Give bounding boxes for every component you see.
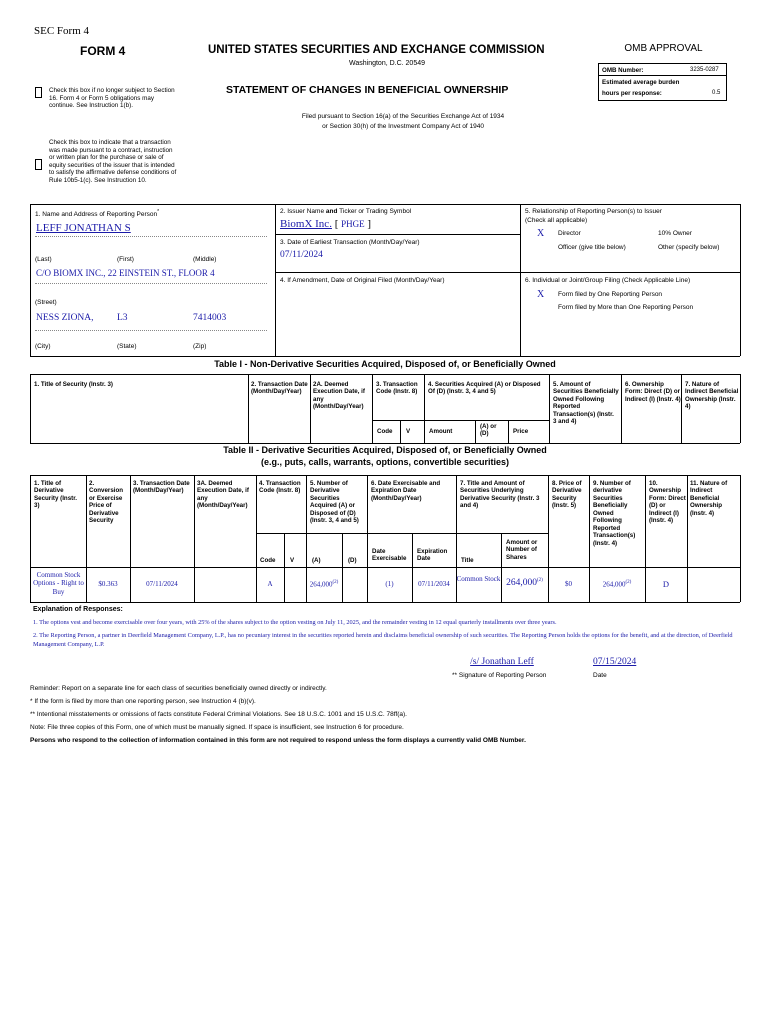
t2-col7-header: 7. Title and Amount of Securities Underlying Derivative Security (Instr. 3 and 4)	[460, 480, 540, 510]
t1-v-header: V	[406, 428, 411, 435]
t1-col4-header: 4. Securities Acquired (A) or Disposed Of (D) (Instr. 3, 4 and 5)	[428, 381, 541, 396]
footer-line-3: Note: File three copies of this Form, one of which must be manually signed. If space is insufficient, see Instruction 6 for procedure.	[30, 724, 404, 731]
earliest-date-label: 3. Date of Earliest Transaction (Month/Day/Year)	[280, 239, 420, 246]
t2-row-amount: 264,000$^{(2)}$	[309, 580, 339, 589]
t2-row-title: Common Stock	[456, 575, 501, 583]
reporting-person-name[interactable]: LEFF JONATHAN S	[36, 222, 131, 234]
t2-col3a-header: 3A. Deemed Execution Date, if any (Month/Day/Year)	[197, 480, 249, 510]
t1-aord-header: (A) or (D)	[480, 423, 497, 438]
state-value: L3	[117, 313, 128, 323]
t2-row-code: A	[267, 580, 273, 588]
reminder-text: Reminder: Report on a separate line for each class of securities beneficially owned directly or indirectly.	[30, 685, 327, 692]
t2-a-header: (A)	[312, 557, 321, 564]
filing-one-label: Form filed by One Reporting Person	[558, 291, 663, 298]
relationship-label: 5. Relationship of Reporting Person(s) to Issuer	[525, 208, 662, 215]
t2-v-header: V	[290, 557, 295, 564]
filed-pursuant-1: Filed pursuant to Section 16(a) of the Securities Exchange Act of 1934	[301, 113, 505, 120]
t1-col7-header: 7. Nature of Indirect Beneficial Ownership (Instr. 4)	[685, 381, 739, 411]
footer-line-1: * If the form is filed by more than one reporting person, see Instruction 4 (b)(v).	[30, 698, 256, 705]
t2-row-form: D	[662, 579, 670, 589]
t2-row-security: Common Stock Options - Right to Buy	[33, 571, 84, 596]
omb-number-label: OMB Number:	[602, 67, 644, 74]
omb-title: OMB APPROVAL	[624, 43, 703, 54]
signature-date: 07/15/2024	[593, 657, 637, 667]
t2-row-shares: 264,000$^{(2)}$	[506, 578, 543, 589]
commission-title: UNITED STATES SECURITIES AND EXCHANGE COMMISSION	[208, 44, 545, 56]
section16-checkbox[interactable]	[35, 87, 42, 98]
street-label: (Street)	[35, 299, 57, 306]
omb-burden-label: Estimated average burden	[602, 79, 680, 86]
issuer-ticker: PHGE	[341, 219, 365, 229]
middle-label: (Middle)	[193, 256, 217, 263]
t2-row-date-ex: (1)	[385, 580, 394, 588]
t2-col5-header: 5. Number of Derivative Securities Acquired (A) or Disposed of (D) (Instr. 3, 4 and 5)	[310, 480, 359, 525]
issuer-name-link[interactable]: BiomX Inc.	[280, 218, 332, 230]
director-check[interactable]: X	[537, 228, 545, 239]
location: Washington, D.C. 20549	[349, 60, 426, 67]
t2-code-header: Code	[260, 557, 276, 564]
t2-col11-header: 11. Nature of Indirect Beneficial Ownership (Instr. 4)	[690, 480, 728, 517]
zip-label: (Zip)	[193, 343, 207, 350]
omb-hours: 0.5	[712, 90, 721, 96]
t2-col9-header: 9. Number of derivative Securities Beneficially Owned Following Reported Transaction(s) (Instr. 4)	[593, 480, 636, 547]
t2-col8-header: 8. Price of Derivative Security (Instr. 5)	[552, 480, 582, 510]
reporting-address: C/O BIOMX INC., 22 EINSTEIN ST., FLOOR 4	[36, 268, 215, 278]
t2-row-price: $0.363	[98, 580, 118, 588]
signature-label: ** Signature of Reporting Person	[452, 672, 547, 679]
t1-col1-header: 1. Title of Security (Instr. 3)	[34, 381, 113, 388]
filing-more-label: Form filed by More than One Reporting Person	[558, 304, 694, 311]
t2-col10-header: 10. Ownership Form: Direct (D) or Indirect (I) (Instr. 4)	[649, 480, 686, 525]
statement-title: STATEMENT OF CHANGES IN BENEFICIAL OWNERSHIP	[226, 84, 509, 96]
t2-row-price8: $0	[565, 580, 572, 588]
t2-exp-header: Expiration Date	[417, 548, 448, 563]
footer-line-4: Persons who respond to the collection of information contained in this form are not required to respond unless the form displays a currently valid OMB Number.	[30, 737, 526, 744]
issuer-line: BiomX Inc. [ PHGE ]	[280, 218, 372, 230]
first-label: (First)	[117, 256, 134, 263]
t2-col2-header: 2. Conversion or Exercise Price of Derivative Security	[89, 480, 124, 525]
omb-hours-label: hours per response:	[602, 90, 662, 97]
reporting-person-label: 1. Name and Address of Reporting Person*	[35, 209, 160, 219]
table1-title: Table I - Non-Derivative Securities Acquired, Disposed of, or Beneficially Owned	[214, 359, 556, 369]
amendment-label: 4. If Amendment, Date of Original Filed (Month/Day/Year)	[280, 277, 445, 284]
rule10b5-text: Check this box to indicate that a transaction was made pursuant to a contract, instruction or written plan for the purchase or sale of equity securities of the issuer that is intended to satisfy the affirmative defense conditions of Rule 10b5-1(c). See Instruction 10.	[49, 139, 177, 184]
earliest-date: 07/11/2024	[280, 250, 323, 260]
filed-pursuant-2: or Section 30(h) of the Investment Company Act of 1940	[322, 123, 484, 130]
t2-date-ex-header: Date Exercisable	[372, 548, 407, 563]
t1-price-header: Price	[513, 428, 529, 435]
other-label: Other (specify below)	[658, 244, 720, 251]
t2-col1-header: 1. Title of Derivative Security (Instr. 3)	[34, 480, 77, 510]
t2-col6-header: 6. Date Exercisable and Expiration Date (Month/Day/Year)	[371, 480, 441, 502]
one-person-check[interactable]: X	[537, 289, 545, 300]
t2-row-exp: 07/11/2034	[418, 580, 450, 588]
form-title: FORM 4	[80, 44, 126, 58]
section16-text: Check this box if no longer subject to Section 16. Form 4 or Form 5 obligations may continue. See Instruction 1(b).	[49, 87, 175, 110]
t2-col4-header: 4. Transaction Code (Instr. 8)	[259, 480, 301, 495]
table2-subtitle: (e.g., puts, calls, warrants, options, convertible securities)	[260, 457, 510, 467]
t1-amount-header: Amount	[429, 428, 453, 435]
officer-label: Officer (give title below)	[558, 244, 626, 251]
t1-code-header: Code	[377, 428, 393, 435]
sec-form-label: SEC Form 4	[34, 25, 90, 37]
omb-number: 3235-0287	[690, 67, 719, 73]
footnote-1: 1. The options vest and become exercisable over four years, with 25% of the shares subject to the option vesting on July 11, 2025, and the remainder vesting in 12 equal quarterly installments over three years.	[33, 619, 557, 626]
t2-col3-header: 3. Transaction Date (Month/Day/Year)	[133, 480, 190, 495]
t1-col6-header: 6. Ownership Form: Direct (D) or Indirect (I) (Instr. 4)	[625, 381, 681, 403]
zip-value: 7414003	[193, 313, 227, 323]
city-label: (City)	[35, 343, 51, 350]
rule10b5-checkbox[interactable]	[35, 159, 42, 170]
city-value: NESS ZIONA,	[36, 313, 94, 323]
footer-line-2: ** Intentional misstatements or omissions of facts constitute Federal Criminal Violations. See 18 U.S.C. 1001 and 15 U.S.C. 78ff(a).	[30, 711, 407, 718]
last-label: (Last)	[35, 256, 52, 263]
t2-row-owned: 264,000$^{(2)}$	[602, 580, 632, 589]
t1-col5-header: 5. Amount of Securities Beneficially Owned Following Reported Transaction(s) (Instr. 3 and 4)	[553, 381, 619, 426]
t1-col3-header: 3. Transaction Code (Instr. 8)	[376, 381, 418, 396]
t1-col2a-header: 2A. Deemed Execution Date, if any (Month/Day/Year)	[313, 381, 365, 411]
issuer-label: 2. Issuer Name and Ticker or Trading Symbol	[280, 208, 412, 215]
state-label: (State)	[117, 343, 137, 350]
signature: /s/ Jonathan Leff	[470, 657, 534, 667]
filing-label: 6. Individual or Joint/Group Filing (Check Applicable Line)	[525, 277, 691, 284]
t1-col2-header: 2. Transaction Date (Month/Day/Year)	[251, 381, 308, 396]
t2-d-header: (D)	[348, 557, 357, 564]
explanation-title: Explanation of Responses:	[33, 606, 123, 613]
director-label: Director	[558, 230, 581, 237]
t2-amount-shares-header: Amount or Number of Shares	[506, 539, 538, 561]
t2-row-date: 07/11/2024	[146, 580, 178, 588]
date-label: Date	[593, 672, 607, 679]
t2-title-header: Title	[461, 557, 474, 564]
ten-pct-owner-label: 10% Owner	[658, 230, 692, 237]
table2-title: Table II - Derivative Securities Acquired, Disposed of, or Beneficially Owned	[223, 445, 547, 455]
relationship-label-2: (Check all applicable)	[525, 217, 588, 224]
footnote-2: 2. The Reporting Person, a partner in Deerfield Management Company, L.P., has no pecuniary interest in the securities reported herein and disclaims beneficial ownership of such securities. The Reporting Person holds the options for the benefit, and at the direction, of Deerfield Management Company, L.P.	[33, 632, 733, 648]
